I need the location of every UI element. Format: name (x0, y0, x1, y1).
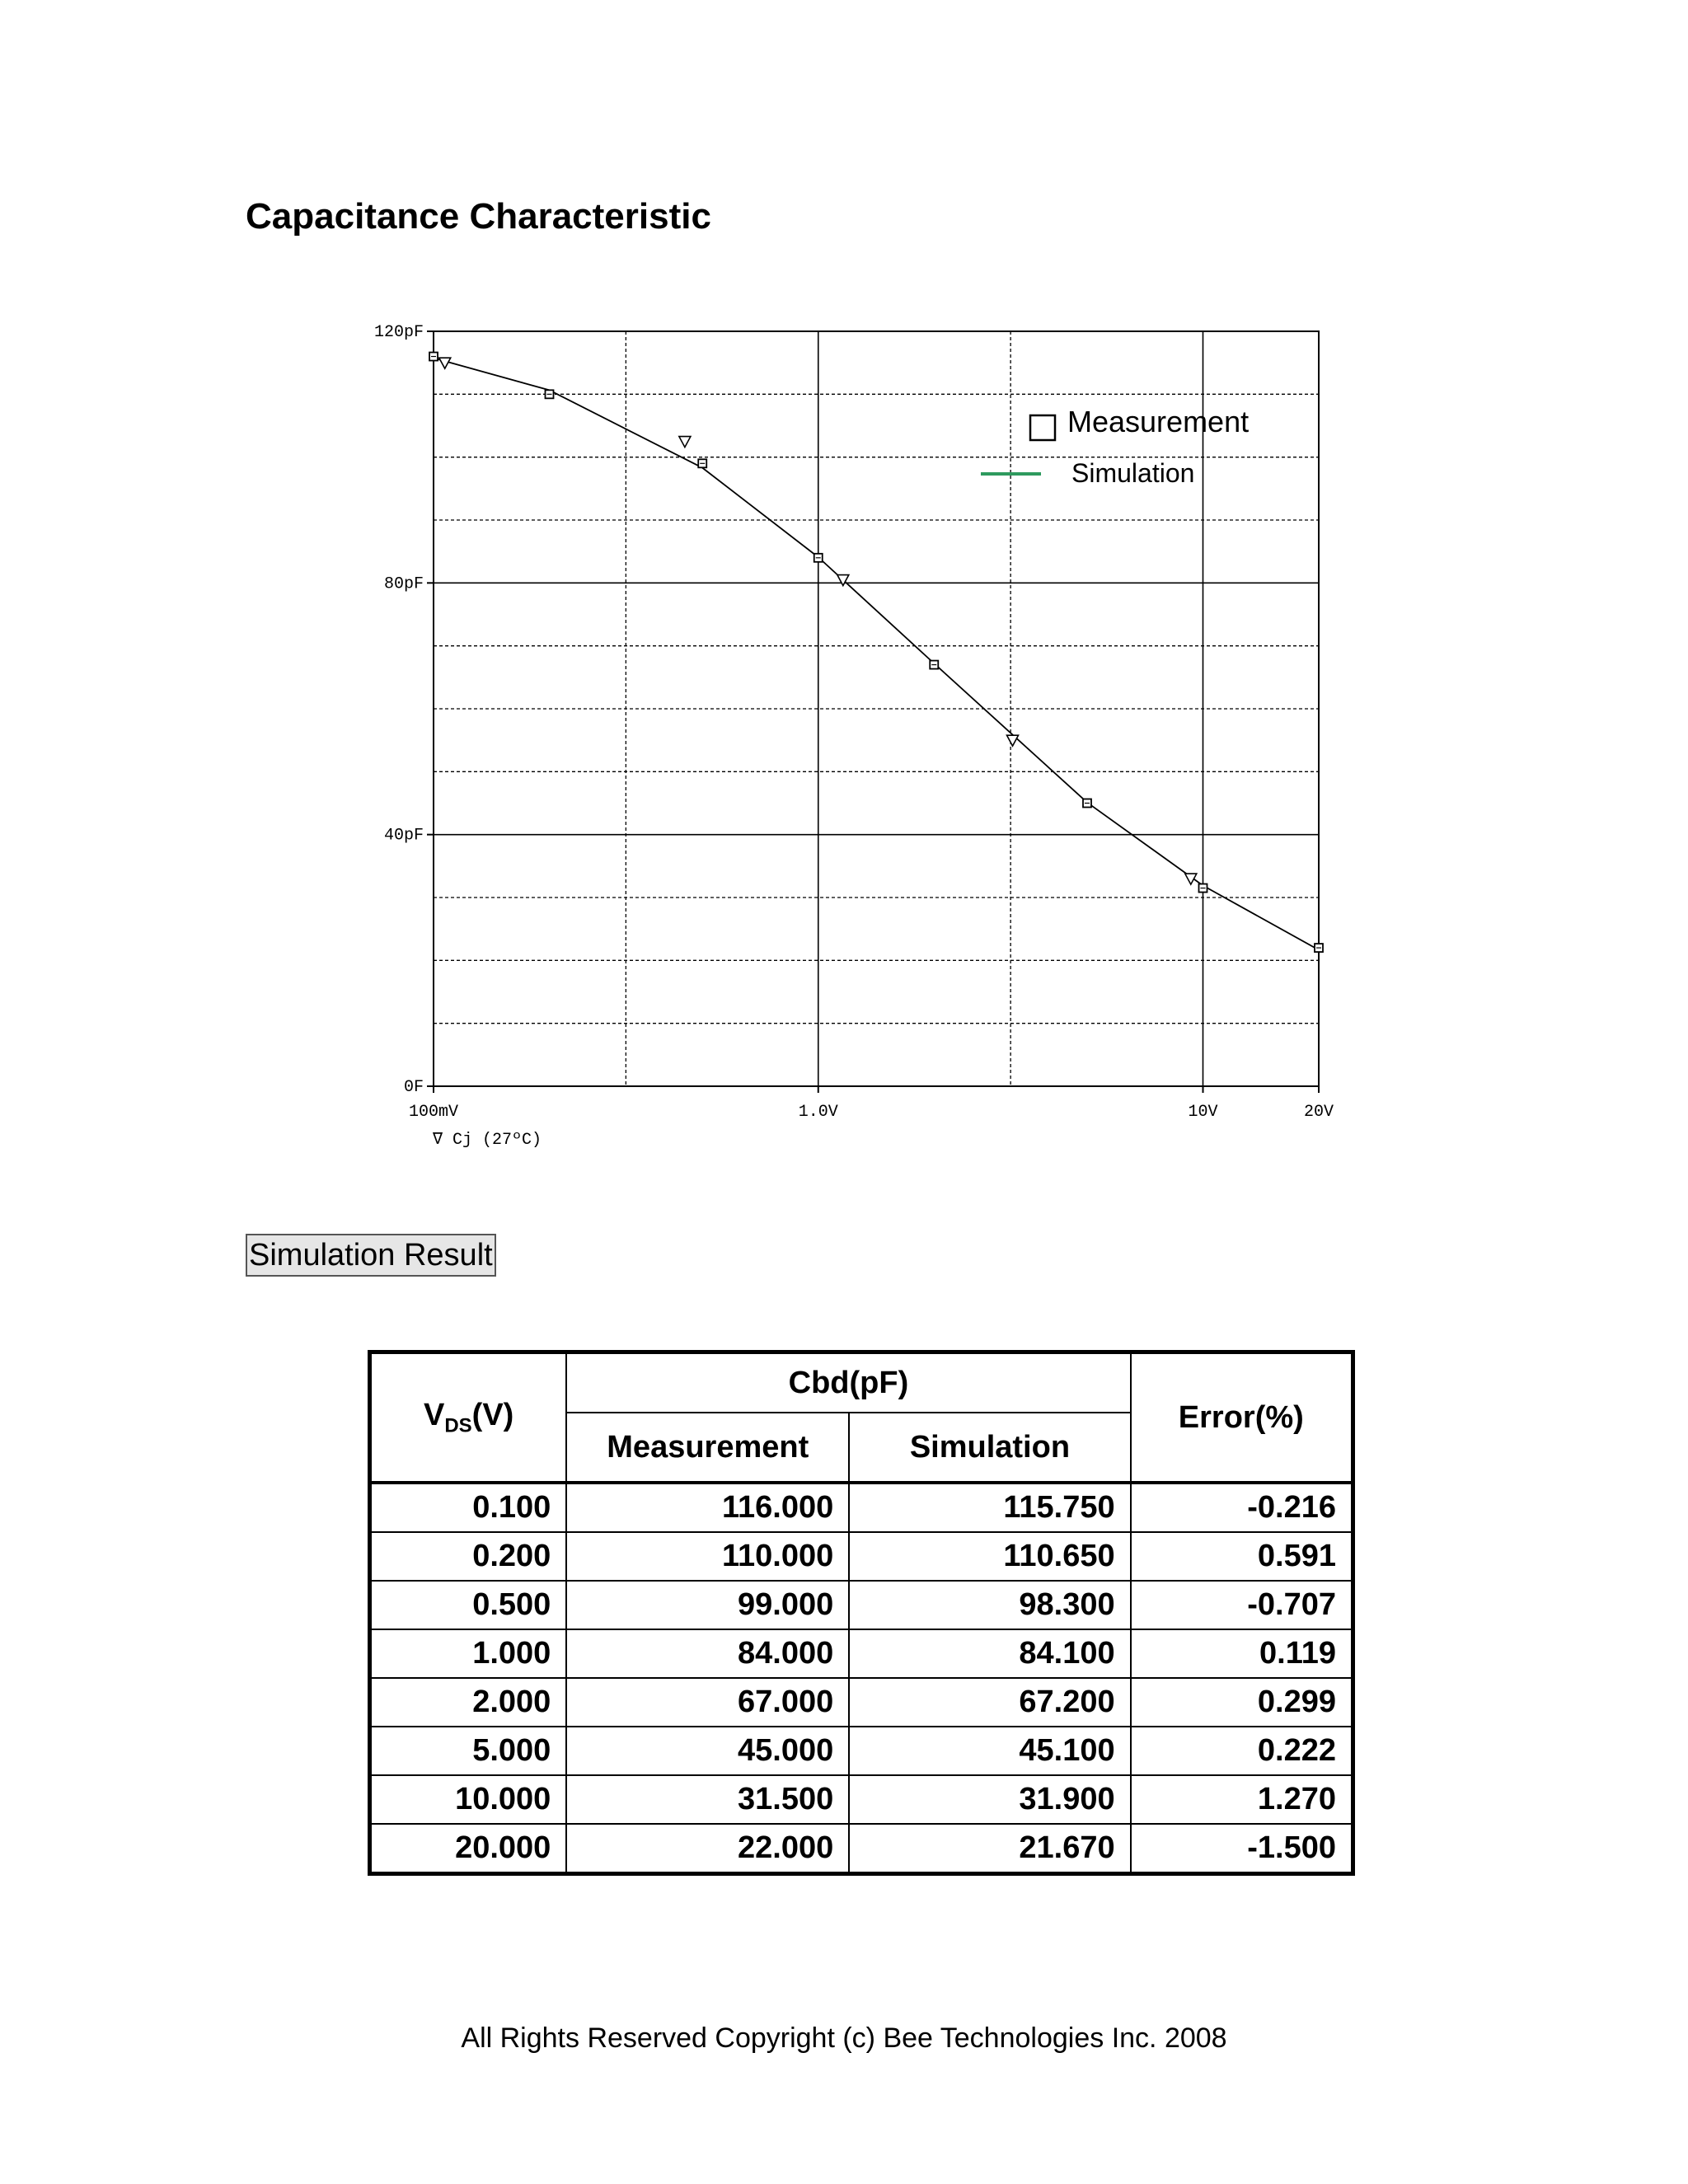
error-cell: -1.500 (1131, 1824, 1353, 1874)
measurement-header: Measurement (566, 1413, 849, 1483)
y-tick-label: 120pF (373, 323, 424, 342)
vds-cell: 2.000 (370, 1678, 567, 1727)
y-tick-label: 80pF (383, 574, 424, 594)
simulation-cell: 67.200 (849, 1678, 1130, 1727)
x-tick-label: 1.0V (798, 1103, 838, 1122)
grid (434, 331, 1319, 1086)
vds-header (370, 1352, 567, 1483)
x-tick-label: 10V (1188, 1103, 1218, 1122)
table-row (370, 1629, 1353, 1678)
table-row (370, 1678, 1353, 1727)
measurement-cell: 45.000 (566, 1727, 849, 1775)
error-cell: 0.591 (1131, 1532, 1353, 1581)
simulation-line (434, 358, 1319, 949)
simulation-cell: 45.100 (849, 1727, 1130, 1775)
table-row (370, 1483, 1353, 1532)
simulation-cell: 115.750 (849, 1483, 1130, 1532)
simulation-cell: 31.900 (849, 1775, 1130, 1824)
measurement-cell: 31.500 (566, 1775, 849, 1824)
vds-header-unit: (V) (471, 1397, 514, 1432)
vds-cell: 10.000 (370, 1775, 567, 1824)
axes (427, 331, 1319, 1093)
series (429, 353, 1323, 953)
simulation-cell: 21.670 (849, 1824, 1130, 1874)
simulation-header: Simulation (849, 1413, 1130, 1483)
legend-simulation-label: Simulation (1071, 458, 1195, 488)
simulation-cell: 98.300 (849, 1581, 1130, 1629)
vds-cell: 5.000 (370, 1727, 567, 1775)
error-cell: -0.707 (1131, 1581, 1353, 1629)
vds-cell: 0.200 (370, 1532, 567, 1581)
vds-cell: 20.000 (370, 1824, 567, 1874)
vds-cell: 1.000 (370, 1629, 567, 1678)
error-header: Error(%) (1131, 1352, 1353, 1483)
table-row (370, 1775, 1353, 1824)
trace-triangle-marker (1007, 735, 1019, 746)
table-row (370, 1581, 1353, 1629)
measurement-cell: 116.000 (566, 1483, 849, 1532)
vds-cell: 0.500 (370, 1581, 567, 1629)
vds-header-sub: DS (444, 1414, 472, 1437)
error-cell: 0.222 (1131, 1727, 1353, 1775)
measurement-cell: 22.000 (566, 1824, 849, 1874)
chart-svg (346, 313, 1401, 1170)
error-cell: -0.216 (1131, 1483, 1353, 1532)
measurement-cell: 110.000 (566, 1532, 849, 1581)
x-tick-label: 20V (1303, 1103, 1334, 1122)
legend (981, 405, 1249, 488)
page-title: Capacitance Characteristic (246, 196, 711, 237)
measurement-cell: 84.000 (566, 1629, 849, 1678)
trace-label: ∇ Cj (27ºC) (433, 1131, 542, 1150)
trace-triangle-marker (679, 437, 691, 448)
section-label: Simulation Result (246, 1234, 496, 1277)
table-header-row (370, 1352, 1353, 1413)
table-row (370, 1727, 1353, 1775)
y-tick-label: 0F (403, 1078, 424, 1097)
error-cell: 0.119 (1131, 1629, 1353, 1678)
legend-measurement-marker (1030, 415, 1055, 440)
cbd-group-header: Cbd(pF) (566, 1352, 1130, 1413)
capacitance-chart (346, 313, 1401, 1170)
simulation-cell: 110.650 (849, 1532, 1130, 1581)
simulation-cell: 84.100 (849, 1629, 1130, 1678)
simulation-result-table (368, 1350, 1355, 1876)
tick-labels (374, 323, 1334, 1122)
table-row (370, 1532, 1353, 1581)
x-tick-label: 100mV (408, 1103, 459, 1122)
vds-cell: 0.100 (370, 1483, 567, 1532)
table-row (370, 1824, 1353, 1874)
trace-triangle-marker (439, 358, 451, 368)
copyright-footer: All Rights Reserved Copyright (c) Bee Technologies Inc. 2008 (461, 2022, 1227, 2054)
legend-measurement-label: Measurement (1067, 405, 1250, 438)
y-tick-label: 40pF (383, 826, 424, 846)
error-cell: 0.299 (1131, 1678, 1353, 1727)
vds-header-main: V (423, 1397, 445, 1432)
measurement-cell: 67.000 (566, 1678, 849, 1727)
error-cell: 1.270 (1131, 1775, 1353, 1824)
measurement-cell: 99.000 (566, 1581, 849, 1629)
